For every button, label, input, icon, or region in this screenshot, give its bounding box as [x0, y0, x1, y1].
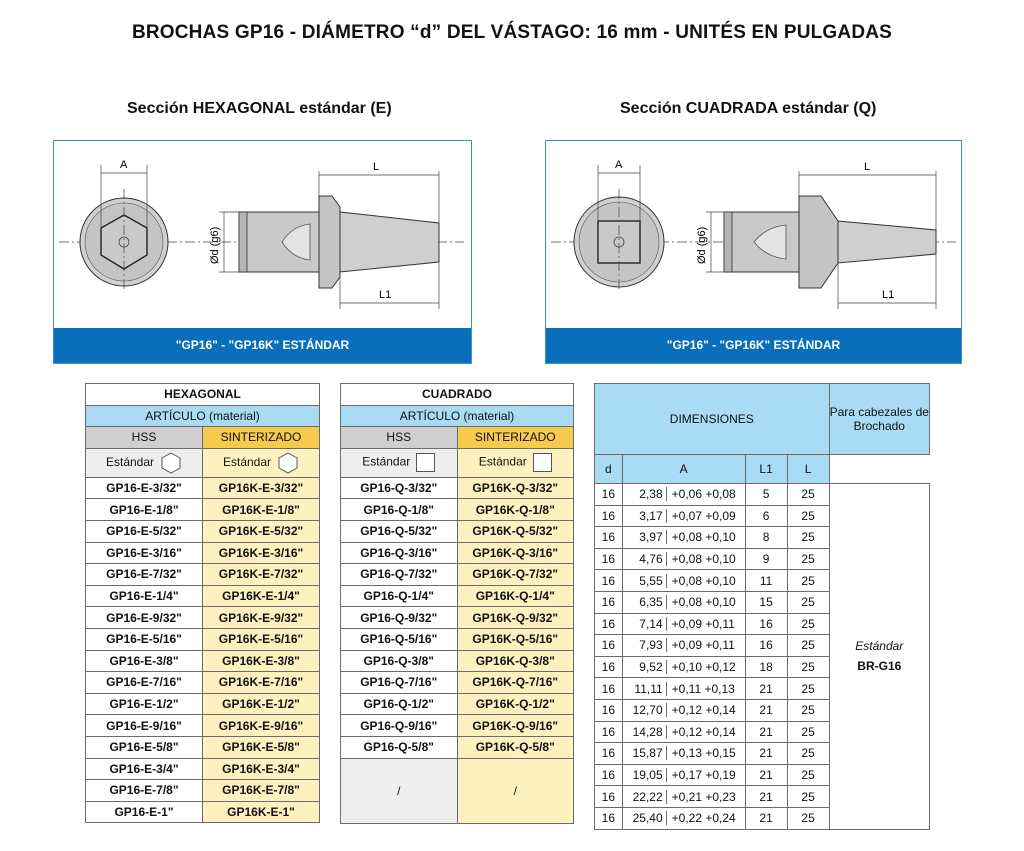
- dim-l1: 21: [745, 743, 787, 765]
- dim-a-cell: [622, 591, 745, 613]
- square-dim-l-label: L: [864, 161, 871, 173]
- dim-a-value: 3,97: [623, 530, 667, 544]
- dim-d: 16: [595, 591, 623, 613]
- sq-hss-code: GP16-Q-7/16": [341, 672, 458, 694]
- hex-sint-code: GP16K-E-3/8": [203, 650, 320, 672]
- dim-a-tolerance: +0,08 +0,10: [671, 530, 736, 545]
- dim-a-tolerance: +0,10 +0,12: [671, 660, 736, 675]
- dim-l: 25: [787, 764, 829, 786]
- hexagonal-table: [85, 383, 320, 823]
- dim-a-value: 12,70: [623, 703, 667, 717]
- hex-hss-code: GP16-E-9/32": [86, 607, 203, 629]
- hex-dim-l-label: L: [373, 161, 380, 173]
- table-row: [86, 628, 320, 650]
- table-row: [86, 585, 320, 607]
- cabezal-code: BR-G16: [857, 659, 902, 674]
- sq-sint-code: GP16K-Q-5/8": [457, 736, 574, 758]
- table-row: [341, 628, 574, 650]
- dim-d: 16: [595, 743, 623, 765]
- hex-sint-code: GP16K-E-3/32": [203, 477, 320, 499]
- dim-a-tolerance: +0,17 +0,19: [671, 768, 736, 783]
- hex-sint-code: GP16K-E-7/16": [203, 672, 320, 694]
- dim-a-cell: [622, 570, 745, 592]
- dim-d: 16: [595, 635, 623, 657]
- dim-a-value: 2,38: [623, 487, 667, 501]
- table-row: [86, 564, 320, 586]
- dim-l1: 16: [745, 635, 787, 657]
- sq-hss-code: GP16-Q-3/8": [341, 650, 458, 672]
- hex-sint-code: GP16K-E-5/8": [203, 736, 320, 758]
- sq-sint-code: GP16K-Q-5/32": [457, 520, 574, 542]
- dim-l: 25: [787, 807, 829, 829]
- hex-sint-header: SINTERIZADO: [203, 427, 320, 449]
- sq-hss-standard-cell: [341, 448, 458, 477]
- dim-a-value: 5,55: [623, 574, 667, 588]
- dim-l: 25: [787, 635, 829, 657]
- dim-d: 16: [595, 505, 623, 527]
- sq-sint-code: GP16K-Q-3/8": [457, 650, 574, 672]
- sq-hss-code: GP16-Q-3/16": [341, 542, 458, 564]
- dim-l: 25: [787, 786, 829, 808]
- dim-l1: 5: [745, 484, 787, 506]
- dim-l: 25: [787, 743, 829, 765]
- dim-a-cell: [622, 786, 745, 808]
- dim-l1: 21: [745, 764, 787, 786]
- table-row: [86, 736, 320, 758]
- square-dim-d-label: Ød (g6): [696, 226, 708, 264]
- dim-a-tolerance: +0,21 +0,23: [671, 789, 736, 804]
- dim-a-value: 3,17: [623, 509, 667, 523]
- dim-d: 16: [595, 786, 623, 808]
- dim-a-value: 25,40: [623, 811, 667, 825]
- dim-a-cell: [622, 721, 745, 743]
- hex-hss-code: GP16-E-3/16": [86, 542, 203, 564]
- dim-l: 25: [787, 656, 829, 678]
- dim-l: 25: [787, 570, 829, 592]
- dim-l1: 6: [745, 505, 787, 527]
- dim-a-value: 11,11: [623, 682, 667, 696]
- sq-sint-empty: /: [457, 758, 574, 824]
- hex-hss-code: GP16-E-7/32": [86, 564, 203, 586]
- table-row: [86, 780, 320, 802]
- dim-a-cell: [622, 656, 745, 678]
- table-row: [86, 672, 320, 694]
- dim-a-value: 22,22: [623, 790, 667, 804]
- dim-a-tolerance: +0,11 +0,13: [671, 681, 735, 696]
- sq-sint-header: SINTERIZADO: [457, 427, 574, 449]
- sq-hss-code: GP16-Q-9/16": [341, 715, 458, 737]
- table-row: [341, 693, 574, 715]
- table-row: [341, 607, 574, 629]
- dim-l1: 15: [745, 591, 787, 613]
- dim-d: 16: [595, 527, 623, 549]
- sq-sint-code: GP16K-Q-1/4": [457, 585, 574, 607]
- hex-standard-bar: "GP16" - "GP16K" ESTÁNDAR: [54, 328, 471, 363]
- hex-hss-code: GP16-E-1/8": [86, 499, 203, 521]
- col-l-header: L: [787, 455, 829, 484]
- hex-hss-code: GP16-E-7/8": [86, 780, 203, 802]
- table-row: [86, 650, 320, 672]
- dim-d: 16: [595, 656, 623, 678]
- dim-l: 25: [787, 548, 829, 570]
- hex-dim-l1-label: L1: [379, 289, 392, 301]
- hex-hss-code: GP16-E-3/4": [86, 758, 203, 780]
- dim-a-tolerance: +0,08 +0,10: [671, 573, 736, 588]
- dim-a-cell: [622, 548, 745, 570]
- sq-table-title: CUADRADO: [341, 384, 574, 406]
- dim-d: 16: [595, 484, 623, 506]
- square-icon: [416, 453, 435, 472]
- hex-hss-code: GP16-E-3/8": [86, 650, 203, 672]
- dim-a-cell: [622, 635, 745, 657]
- hex-article-header: ARTÍCULO (material): [86, 405, 320, 427]
- dim-a-tolerance: +0,08 +0,10: [671, 552, 736, 567]
- sq-sint-standard-cell: [457, 448, 574, 477]
- hex-sint-code: GP16K-E-1/4": [203, 585, 320, 607]
- sq-sint-code: GP16K-Q-1/2": [457, 693, 574, 715]
- dim-a-tolerance: +0,07 +0,09: [671, 508, 736, 523]
- square-table: [340, 383, 574, 824]
- dim-a-cell: [622, 527, 745, 549]
- hex-sint-code: GP16K-E-3/16": [203, 542, 320, 564]
- table-row: [86, 801, 320, 823]
- table-row: [341, 520, 574, 542]
- hex-sint-code: GP16K-E-5/32": [203, 520, 320, 542]
- hex-hss-code: GP16-E-1/2": [86, 693, 203, 715]
- dim-d: 16: [595, 570, 623, 592]
- sq-hss-code: GP16-Q-9/32": [341, 607, 458, 629]
- table-row: [86, 520, 320, 542]
- hex-hss-code: GP16-E-9/16": [86, 715, 203, 737]
- dim-l1: 18: [745, 656, 787, 678]
- table-row: [86, 715, 320, 737]
- dim-a-value: 7,93: [623, 638, 667, 652]
- sq-sint-code: GP16K-Q-3/32": [457, 477, 574, 499]
- sq-hss-code: GP16-Q-3/32": [341, 477, 458, 499]
- hex-sint-code: GP16K-E-9/16": [203, 715, 320, 737]
- hex-hss-standard-cell: [86, 448, 203, 477]
- dim-l: 25: [787, 721, 829, 743]
- square-icon: [533, 453, 552, 472]
- sq-hss-standard-label: Estándar: [362, 454, 411, 469]
- sq-sint-code: GP16K-Q-9/16": [457, 715, 574, 737]
- dim-l: 25: [787, 678, 829, 700]
- page-title: BROCHAS GP16 - DIÁMETRO “d” DEL VÁSTAGO: 16 mm - UNITÉS EN PULGADAS: [131, 22, 893, 43]
- sq-sint-code: GP16K-Q-7/32": [457, 564, 574, 586]
- sq-hss-code: GP16-Q-5/32": [341, 520, 458, 542]
- table-row: [86, 693, 320, 715]
- sq-hss-empty: /: [341, 758, 458, 824]
- dim-a-value: 15,87: [623, 746, 667, 760]
- dim-l: 25: [787, 699, 829, 721]
- dim-a-value: 14,28: [623, 725, 667, 739]
- dim-d: 16: [595, 699, 623, 721]
- hex-sint-code: GP16K-E-5/16": [203, 628, 320, 650]
- table-row: [86, 499, 320, 521]
- hex-hss-code: GP16-E-5/16": [86, 628, 203, 650]
- sq-hss-code: GP16-Q-5/8": [341, 736, 458, 758]
- dim-l: 25: [787, 591, 829, 613]
- hex-sint-code: GP16K-E-7/32": [203, 564, 320, 586]
- hex-sint-code: GP16K-E-7/8": [203, 780, 320, 802]
- table-row: [595, 484, 930, 506]
- dim-l1: 11: [745, 570, 787, 592]
- dim-a-cell: [622, 764, 745, 786]
- hex-section-title: Sección HEXAGONAL estándar (E): [127, 100, 392, 117]
- sq-sint-code: GP16K-Q-1/8": [457, 499, 574, 521]
- dim-d: 16: [595, 721, 623, 743]
- dim-a-tolerance: +0,12 +0,14: [671, 724, 736, 739]
- dim-l1: 9: [745, 548, 787, 570]
- dim-a-value: 19,05: [623, 768, 667, 782]
- hex-broach-drawing: [54, 141, 471, 331]
- square-dim-l1-label: L1: [882, 289, 895, 301]
- sq-sint-code: GP16K-Q-7/16": [457, 672, 574, 694]
- col-a-header: A: [622, 455, 745, 484]
- hexagon-icon: [277, 452, 299, 474]
- cabezal-cell: [829, 484, 929, 830]
- cabezal-header: Para cabezales de Brochado: [829, 384, 929, 455]
- col-l1-header: L1: [745, 455, 787, 484]
- square-section-title: Sección CUADRADA estándar (Q): [620, 100, 877, 117]
- hex-dim-a-label: A: [120, 159, 128, 171]
- dim-d: 16: [595, 613, 623, 635]
- sq-article-header: ARTÍCULO (material): [341, 405, 574, 427]
- dim-a-tolerance: +0,12 +0,14: [671, 703, 736, 718]
- table-row: [341, 585, 574, 607]
- hex-sint-code: GP16K-E-1/8": [203, 499, 320, 521]
- square-drawing-panel: [545, 140, 962, 364]
- dim-d: 16: [595, 764, 623, 786]
- table-row: [341, 499, 574, 521]
- dim-a-cell: [622, 613, 745, 635]
- dim-d: 16: [595, 678, 623, 700]
- table-row: [86, 542, 320, 564]
- dim-a-tolerance: +0,22 +0,24: [671, 811, 736, 826]
- hexagon-icon: [160, 452, 182, 474]
- sq-sint-code: GP16K-Q-5/16": [457, 628, 574, 650]
- dimensions-table: [594, 383, 930, 830]
- dim-a-cell: [622, 505, 745, 527]
- dim-a-value: 4,76: [623, 552, 667, 566]
- hex-sint-code: GP16K-E-3/4": [203, 758, 320, 780]
- dim-l: 25: [787, 484, 829, 506]
- table-row: [86, 758, 320, 780]
- hex-hss-code: GP16-E-1": [86, 801, 203, 823]
- dim-a-tolerance: +0,09 +0,11: [671, 638, 735, 653]
- square-dim-a-label: A: [615, 159, 623, 171]
- table-row: [341, 542, 574, 564]
- dim-l: 25: [787, 505, 829, 527]
- hex-drawing-panel: [53, 140, 472, 364]
- hex-sint-code: GP16K-E-1": [203, 801, 320, 823]
- sq-hss-code: GP16-Q-1/4": [341, 585, 458, 607]
- hex-sint-code: GP16K-E-9/32": [203, 607, 320, 629]
- hex-hss-code: GP16-E-3/32": [86, 477, 203, 499]
- sq-hss-header: HSS: [341, 427, 458, 449]
- dim-l1: 8: [745, 527, 787, 549]
- table-row: [341, 736, 574, 758]
- dim-d: 16: [595, 807, 623, 829]
- dim-a-cell: [622, 484, 745, 506]
- sq-hss-code: GP16-Q-1/2": [341, 693, 458, 715]
- sq-hss-code: GP16-Q-1/8": [341, 499, 458, 521]
- sq-sint-code: GP16K-Q-9/32": [457, 607, 574, 629]
- dim-a-tolerance: +0,13 +0,15: [671, 746, 736, 761]
- sq-sint-code: GP16K-Q-3/16": [457, 542, 574, 564]
- dim-a-value: 7,14: [623, 617, 667, 631]
- dim-l1: 21: [745, 786, 787, 808]
- table-row: [86, 477, 320, 499]
- dim-a-cell: [622, 678, 745, 700]
- dim-l: 25: [787, 527, 829, 549]
- dim-a-tolerance: +0,06 +0,08: [671, 487, 736, 502]
- sq-hss-code: GP16-Q-7/32": [341, 564, 458, 586]
- dim-a-cell: [622, 743, 745, 765]
- hex-hss-code: GP16-E-1/4": [86, 585, 203, 607]
- dim-a-value: 9,52: [623, 660, 667, 674]
- dim-a-tolerance: +0,09 +0,11: [671, 616, 735, 631]
- table-row: [341, 477, 574, 499]
- hex-dim-d-label: Ød (g6): [209, 226, 221, 264]
- col-d-header: d: [595, 455, 623, 484]
- table-row: [341, 715, 574, 737]
- dim-a-value: 6,35: [623, 595, 667, 609]
- dim-l1: 16: [745, 613, 787, 635]
- hex-hss-code: GP16-E-5/32": [86, 520, 203, 542]
- dim-l1: 21: [745, 678, 787, 700]
- hex-hss-header: HSS: [86, 427, 203, 449]
- dim-l1: 21: [745, 699, 787, 721]
- dim-d: 16: [595, 548, 623, 570]
- dim-l1: 21: [745, 807, 787, 829]
- hex-hss-code: GP16-E-5/8": [86, 736, 203, 758]
- table-row: [86, 607, 320, 629]
- square-broach-drawing: [546, 141, 961, 331]
- square-standard-bar: "GP16" - "GP16K" ESTÁNDAR: [546, 328, 961, 363]
- hex-hss-standard-label: Estándar: [105, 454, 155, 469]
- dim-a-cell: [622, 807, 745, 829]
- sq-hss-code: GP16-Q-5/16": [341, 628, 458, 650]
- hex-table-title: HEXAGONAL: [86, 384, 320, 406]
- hex-sint-code: GP16K-E-1/2": [203, 693, 320, 715]
- hex-sint-standard-label: Estándar: [222, 454, 272, 469]
- cabezal-standard: Estándar: [855, 639, 904, 654]
- hex-sint-standard-cell: [203, 448, 320, 477]
- dim-a-cell: [622, 699, 745, 721]
- dim-l: 25: [787, 613, 829, 635]
- table-row: [341, 564, 574, 586]
- dim-l1: 21: [745, 721, 787, 743]
- dim-title: DIMENSIONES: [595, 384, 830, 455]
- dim-a-tolerance: +0,08 +0,10: [671, 595, 736, 610]
- hex-hss-code: GP16-E-7/16": [86, 672, 203, 694]
- sq-sint-standard-label: Estándar: [478, 454, 527, 469]
- table-row: [341, 672, 574, 694]
- table-row: [341, 650, 574, 672]
